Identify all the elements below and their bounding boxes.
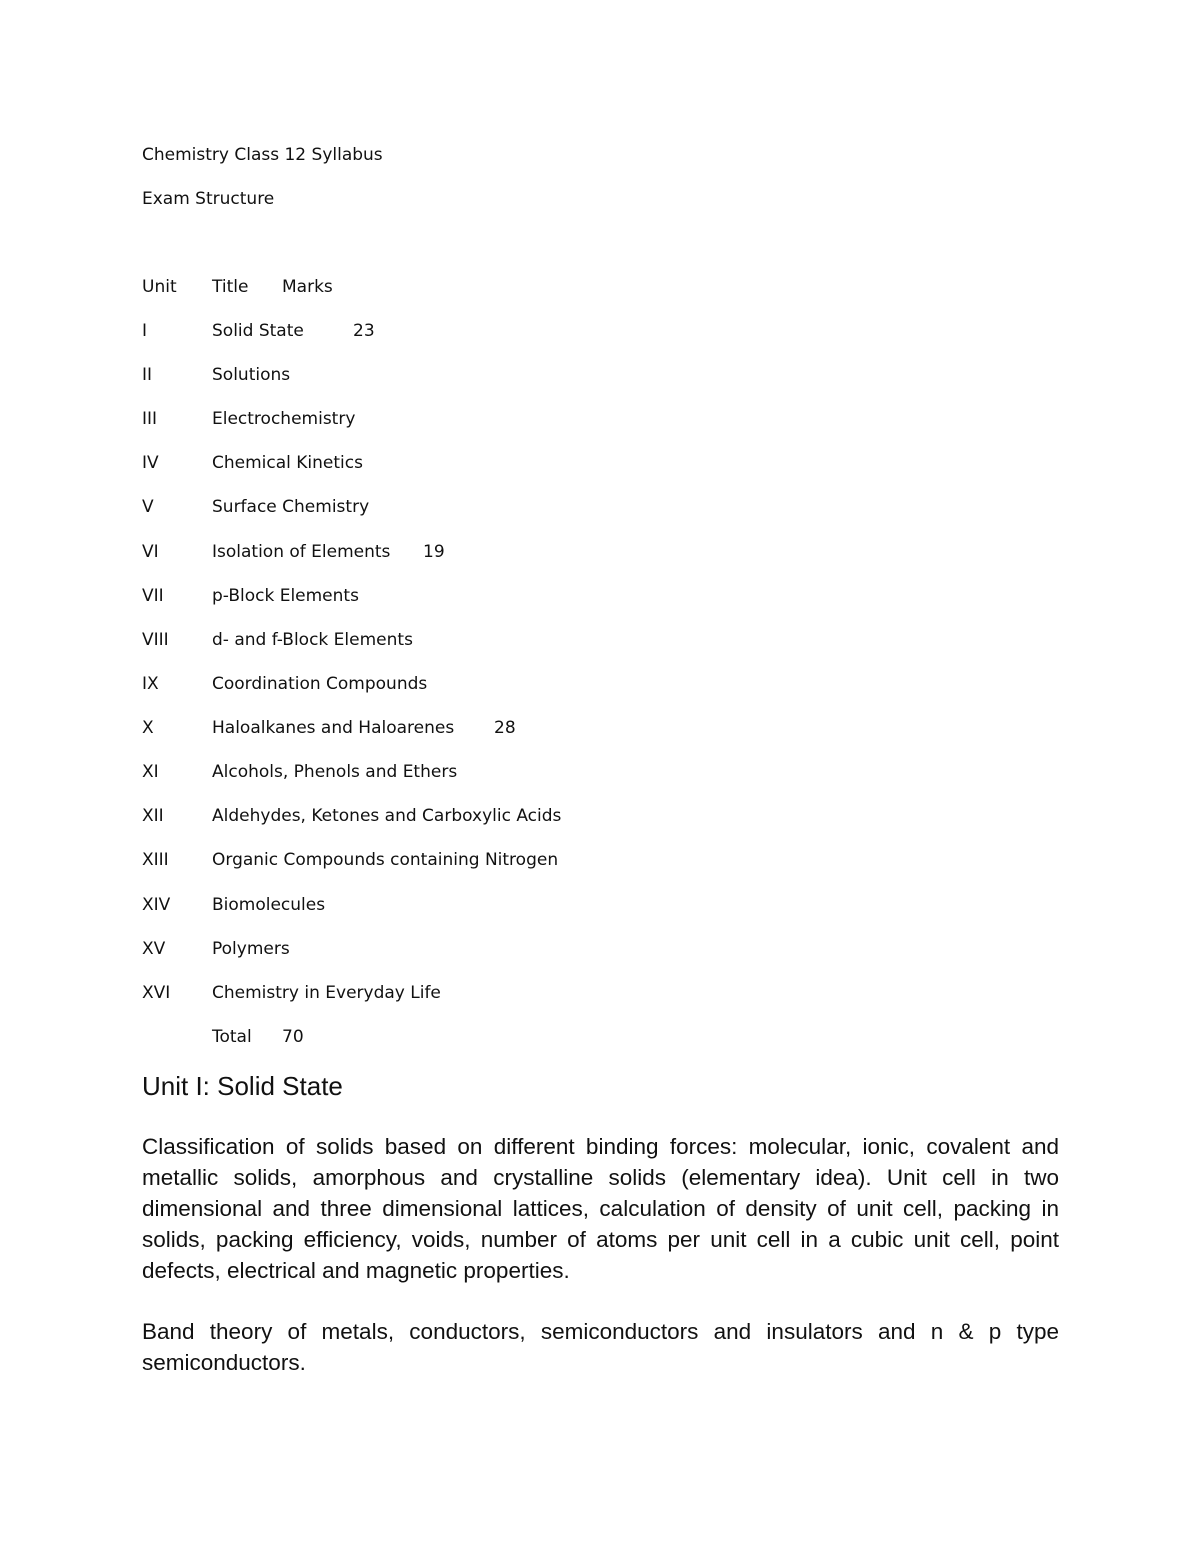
- row-unit: XV: [142, 939, 166, 959]
- document-subtitle: Exam Structure: [142, 189, 275, 209]
- row-title: Biomolecules: [212, 895, 326, 915]
- row-unit: X: [142, 718, 154, 738]
- row-unit: XI: [142, 762, 159, 782]
- row-title: d- and f-Block Elements: [212, 630, 413, 650]
- row-title: Chemistry in Everyday Life: [212, 983, 441, 1003]
- row-unit: XVI: [142, 983, 171, 1003]
- row-unit: I: [142, 321, 148, 341]
- total-label: Total: [212, 1027, 252, 1047]
- row-title: Polymers: [212, 939, 290, 959]
- row-title: p-Block Elements: [212, 586, 359, 606]
- section-paragraph: Band theory of metals, conductors, semiconductors and insulators and n & p type semiconductors.: [142, 1319, 1059, 1375]
- header-unit: Unit: [142, 277, 177, 297]
- row-unit: IX: [142, 674, 159, 694]
- row-unit: VIII: [142, 630, 169, 650]
- row-title: Electrochemistry: [212, 409, 356, 429]
- header-title: Title: [212, 277, 249, 297]
- row-title: Surface Chemistry: [212, 497, 370, 517]
- row-title: Isolation of Elements: [212, 542, 391, 562]
- row-unit: III: [142, 409, 158, 429]
- row-title: Haloalkanes and Haloarenes: [212, 718, 455, 738]
- row-title: Solutions: [212, 365, 291, 385]
- section-paragraph: Classification of solids based on different binding forces: molecular, ionic, covalent and metallic solids, amorphous and crystalline solids (elementary idea). Unit cell in two dimensional and three dimensional lattices, calculation of density of unit cell, packing in solids, packing efficiency, voids, number of atoms per unit cell in a cubic unit cell, point defects, electrical and magnetic properties.: [142, 1134, 1059, 1283]
- document-title: Chemistry Class 12 Syllabus: [142, 145, 383, 165]
- row-unit: XIV: [142, 895, 171, 915]
- header-marks: Marks: [282, 277, 333, 297]
- row-unit: II: [142, 365, 153, 385]
- row-unit: VII: [142, 586, 164, 606]
- row-unit: XIII: [142, 850, 169, 870]
- row-unit: V: [142, 497, 154, 517]
- row-unit: IV: [142, 453, 159, 473]
- row-title: Organic Compounds containing Nitrogen: [212, 850, 559, 870]
- section-heading: Unit I: Solid State: [142, 1071, 343, 1101]
- row-unit: XII: [142, 806, 164, 826]
- row-marks: 28: [494, 718, 516, 738]
- total-marks: 70: [282, 1027, 304, 1047]
- row-unit: VI: [142, 542, 159, 562]
- row-title: Aldehydes, Ketones and Carboxylic Acids: [212, 806, 562, 826]
- row-title: Chemical Kinetics: [212, 453, 363, 473]
- row-title: Coordination Compounds: [212, 674, 428, 694]
- row-title: Solid State: [212, 321, 304, 341]
- row-marks: 23: [353, 321, 375, 341]
- row-title: Alcohols, Phenols and Ethers: [212, 762, 458, 782]
- row-marks: 19: [423, 542, 445, 562]
